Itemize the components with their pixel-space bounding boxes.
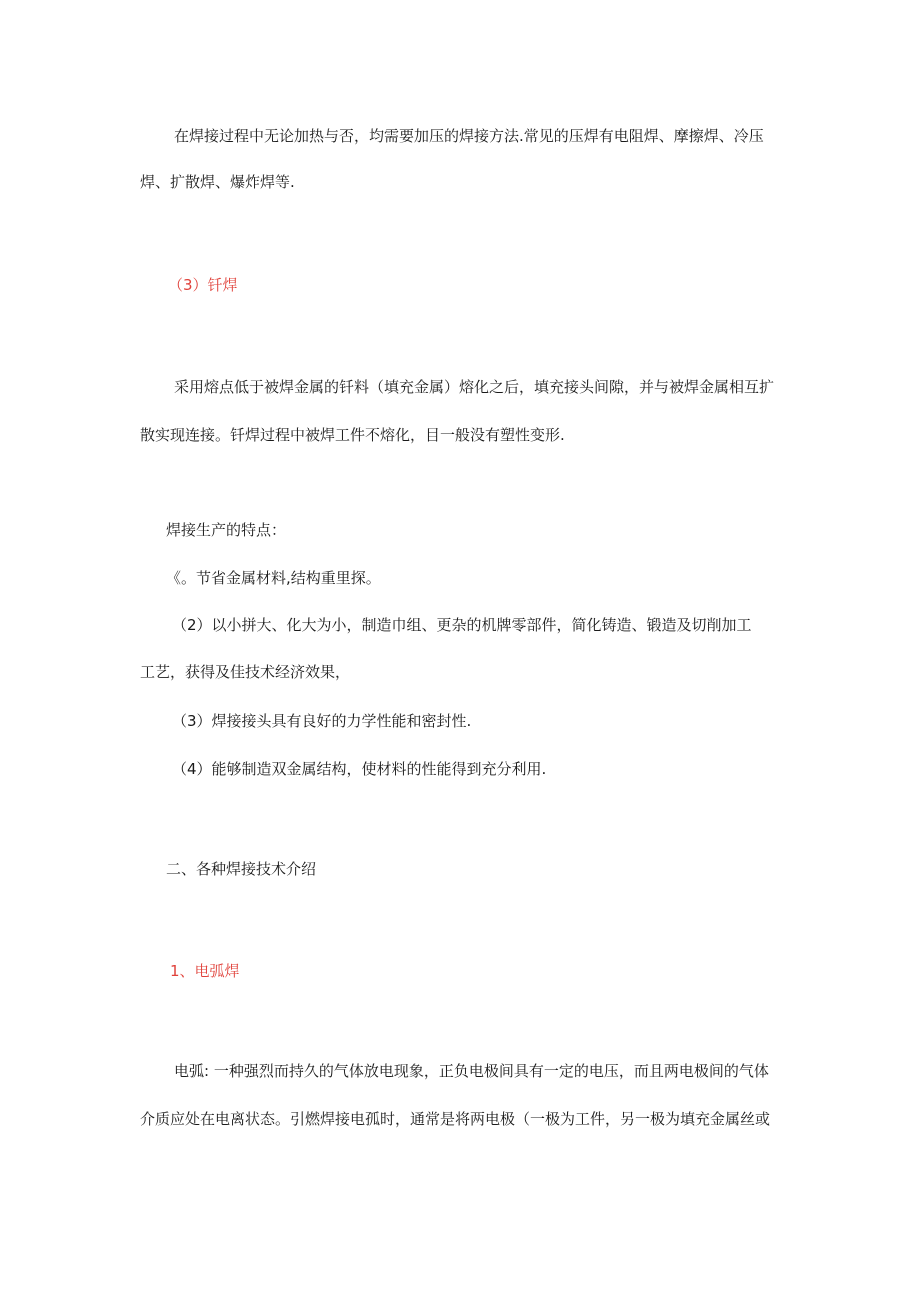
paragraph-brazing-line-2: 散实现连接。钎焊过程中被焊工件不熔化，目一般没有塑性变形. — [140, 426, 565, 444]
paragraph-arc-line-2: 介质应处在电离状态。引燃焊接电孤时，通常是将两电极（一极为工件，另一极为填充金属丝或 — [140, 1110, 771, 1128]
feature-item-2-line-1: （2）以小拼大、化大为小，制造巾组、更杂的机牌零部件，简化铸造、锻造及切削加工 — [172, 616, 752, 634]
feature-item-1: 《。节省金属材料,结构重里探。 — [166, 569, 381, 587]
heading-arc-welding: 1、电弧焊 — [170, 962, 240, 980]
feature-item-4: （4）能够制造双金属结构，使材料的性能得到充分利用. — [172, 760, 547, 778]
feature-item-2-line-2: 工艺，获得及佳技术经济效果， — [140, 663, 351, 681]
features-title: 焊接生产的特点： — [166, 521, 287, 539]
paragraph-pressure-welding-line-2: 焊、扩散焊、爆炸焊等. — [140, 173, 295, 191]
feature-item-3: （3）焊接接头具有良好的力学性能和密封性. — [172, 712, 472, 730]
paragraph-pressure-welding-line-1: 在焊接过程中无论加热与否，均需要加压的焊接方法.常见的压焊有电阻焊、摩擦焊、冷压 — [174, 127, 764, 145]
heading-brazing: （3）钎焊 — [168, 276, 238, 294]
paragraph-brazing-line-1: 采用熔点低于被焊金属的钎料（填充金属）熔化之后，填充接头间隙，并与被焊金属相互扩 — [174, 378, 775, 396]
section-title-welding-techniques: 二、各种焊接技术介绍 — [166, 860, 317, 878]
paragraph-arc-line-1: 电弧: 一种强烈而持久的气体放电现象，正负电极间具有一定的电压，而且两电极间的气体 — [174, 1062, 769, 1080]
